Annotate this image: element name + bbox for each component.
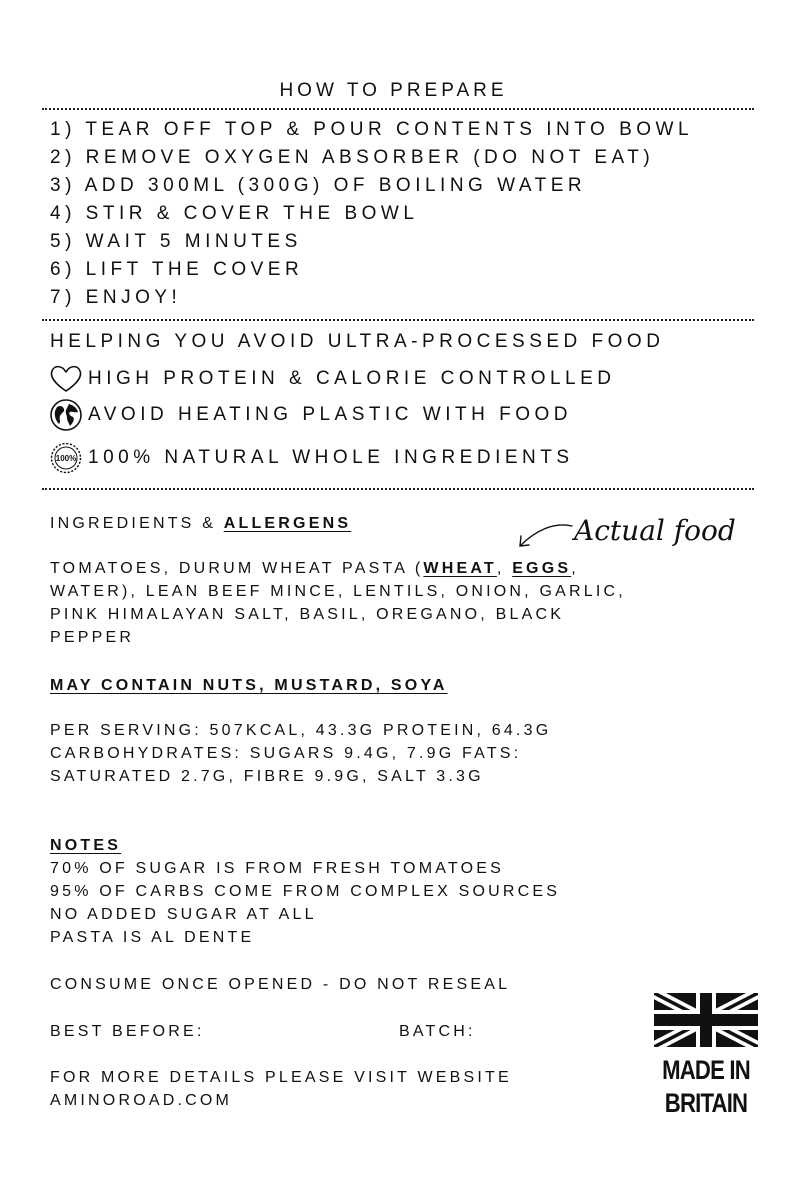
actual-food-annotation <box>512 510 742 556</box>
badge-percent-label: 100% <box>55 454 77 463</box>
badge-text-line: MADE IN <box>662 1055 750 1085</box>
globe-icon <box>48 397 84 433</box>
natural-badge-icon <box>48 440 84 476</box>
nutrition-info: PER SERVING: 507KCAL, 43.3G PROTEIN, 64.3G CARBOHYDRATES: SUGARS 9.4G, 7.9G FATS: SATURATED 2.7G, FIBRE 9.9G, SALT 3.3G <box>50 722 552 785</box>
prepare-step: 1) TEAR OFF TOP & POUR CONTENTS INTO BOWL <box>50 119 694 140</box>
ingredients-heading <box>50 512 351 535</box>
prepare-step: 3) ADD 300ML (300G) OF BOILING WATER <box>50 175 587 196</box>
note-item: 70% OF SUGAR IS FROM FRESH TOMATOES <box>50 860 504 877</box>
benefit-text: 100% NATURAL WHOLE INGREDIENTS <box>88 447 574 468</box>
allergens-heading-label: ALLERGENS <box>223 515 352 532</box>
ingredients-list <box>50 557 750 649</box>
notes-list <box>50 857 750 949</box>
prepare-step: 7) ENJOY! <box>50 287 182 308</box>
consume-warning: CONSUME ONCE OPENED - DO NOT RESEAL <box>50 976 511 993</box>
prepare-step: 4) STIR & COVER THE BOWL <box>50 203 419 224</box>
badge-text-line: BRITAIN <box>664 1088 748 1118</box>
made-in-britain-badge <box>650 993 762 1123</box>
benefit-item <box>48 397 572 433</box>
curved-arrow-icon <box>512 518 576 554</box>
allergen-wheat: WHEAT <box>423 560 497 577</box>
benefit-text: HIGH PROTEIN & CALORIE CONTROLLED <box>88 368 616 389</box>
ingredients-text: TOMATOES, DURUM WHEAT PASTA ( <box>50 560 424 577</box>
website-prompt: FOR MORE DETAILS PLEASE VISIT WEBSITE <box>50 1069 512 1086</box>
actual-food-note: Actual food <box>574 514 736 547</box>
benefit-text: AVOID HEATING PLASTIC WITH FOOD <box>88 404 572 425</box>
best-before-label: BEST BEFORE: <box>50 1023 205 1040</box>
union-flag-icon <box>654 993 758 1047</box>
batch-label: BATCH: <box>399 1023 476 1040</box>
may-contain-warning: MAY CONTAIN NUTS, MUSTARD, SOYA <box>50 677 448 694</box>
dotted-divider <box>42 488 754 490</box>
heart-icon <box>48 361 84 397</box>
prepare-title: HOW TO PREPARE <box>279 80 508 101</box>
prepare-step: 2) REMOVE OXYGEN ABSORBER (DO NOT EAT) <box>50 147 655 168</box>
prepare-step: 5) WAIT 5 MINUTES <box>50 231 302 252</box>
dotted-divider <box>42 319 754 321</box>
dotted-divider <box>42 108 754 110</box>
note-item: NO ADDED SUGAR AT ALL <box>50 906 317 923</box>
benefit-item <box>48 440 574 476</box>
prepare-steps <box>50 116 770 312</box>
note-item: PASTA IS AL DENTE <box>50 929 255 946</box>
benefit-item <box>48 361 616 397</box>
ingredients-separator: , <box>496 560 513 577</box>
notes-heading: NOTES <box>50 837 122 854</box>
allergen-eggs: EGGS <box>512 560 572 577</box>
website-url: AMINOROAD.COM <box>50 1092 233 1109</box>
ingredients-heading-label: INGREDIENTS & <box>50 515 224 532</box>
prepare-step: 6) LIFT THE COVER <box>50 259 304 280</box>
benefits-heading: HELPING YOU AVOID ULTRA-PROCESSED FOOD <box>50 331 665 352</box>
ingredients-text: , WATER), LEAN BEEF MINCE, LENTILS, ONION, GARLIC, PINK HIMALAYAN SALT, BASIL, OREGANO, BLACK PEPPER <box>50 560 626 646</box>
note-item: 95% OF CARBS COME FROM COMPLEX SOURCES <box>50 883 561 900</box>
